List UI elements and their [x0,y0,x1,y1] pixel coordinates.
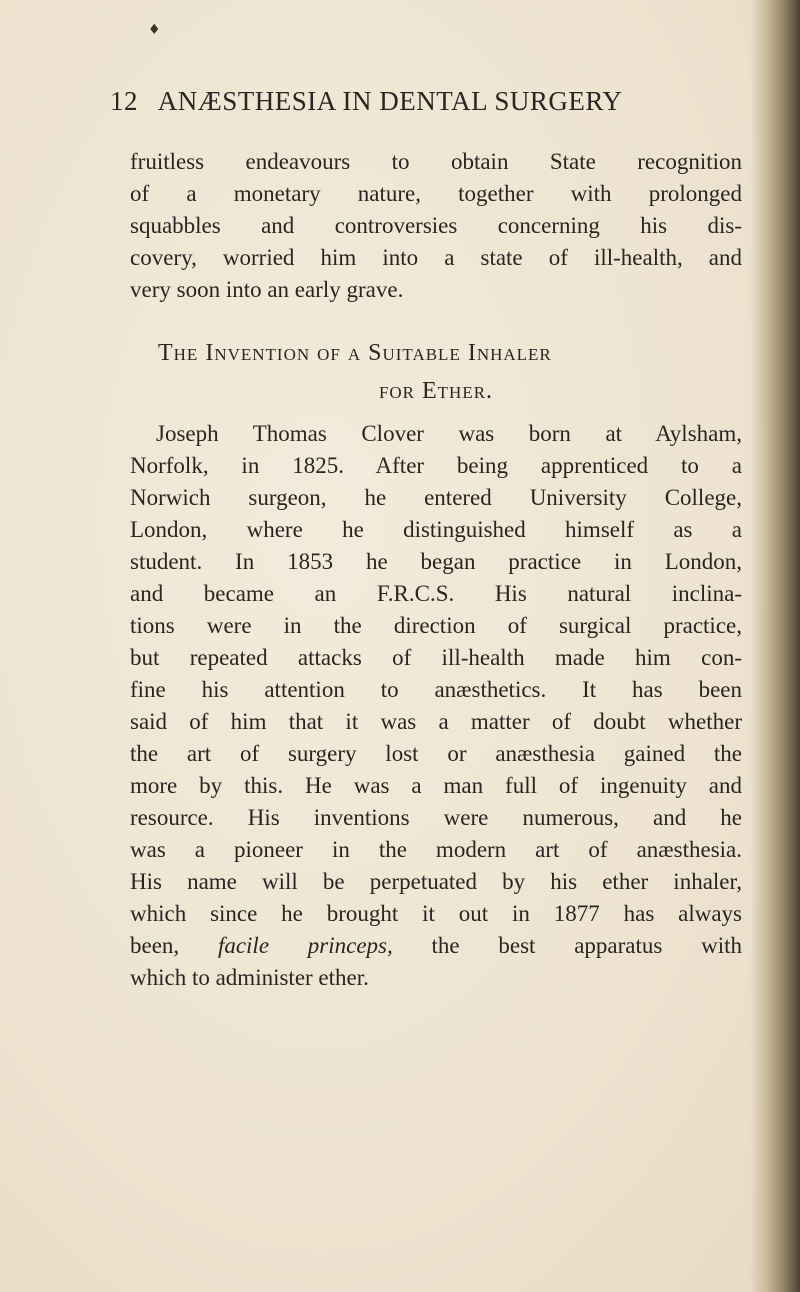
text-line [130,930,742,962]
text-span: been, [130,933,218,958]
text-line: but repeated attacks of ill-health made him con- [130,645,742,670]
text-line: which to administer ether. [130,965,369,990]
text-span: the best apparatus with [392,933,743,958]
paragraph-1 [130,146,742,306]
text-line: very soon into an early grave. [130,277,404,302]
text-line: of a monetary nature, together with prolonged [130,181,742,206]
text-line: resource. His inventions were numerous, and he [130,805,742,830]
paragraph-2 [130,418,742,994]
text-line: said of him that it was a matter of doubt whether [130,709,742,734]
text-line: Norfolk, in 1825. After being apprenticed to a [130,453,742,478]
text-line: more by this. He was a man full of ingenuity and [130,773,742,798]
italic-phrase: facile princeps, [217,933,393,958]
running-head-title: ANÆSTHESIA IN DENTAL SURGERY [157,86,623,116]
text-line: tions were in the direction of surgical practice, [130,613,742,638]
text-line: covery, worried him into a state of ill-health, and [130,245,742,270]
text-line: His name will be perpetuated by his ether inhaler, [130,869,742,894]
stray-print-mark: ♦ [148,22,161,38]
page-number: 12 [110,86,138,116]
text-line: Norwich surgeon, he entered University College, [130,485,742,510]
text-line: was a pioneer in the modern art of anæsthesia. [130,837,742,862]
text-line: student. In 1853 he began practice in London, [130,549,742,574]
text-line: London, where he distinguished himself as a [130,517,742,542]
text-line: and became an F.R.C.S. His natural inclina- [130,581,742,606]
section-heading-line-2: for Ether. [378,378,494,404]
text-line: fruitless endeavours to obtain State recognition [130,149,742,174]
text-line: which since he brought it out in 1877 has always [130,901,742,926]
text-line: Joseph Thomas Clover was born at Aylsham, [156,421,742,446]
section-heading-line-1: The Invention of a Suitable Inhaler [158,340,552,366]
running-head [110,86,750,117]
text-line: fine his attention to anæsthetics. It has been [130,677,742,702]
text-line: squabbles and controversies concerning his dis- [130,213,742,238]
text-line: the art of surgery lost or anæsthesia gained the [130,741,742,766]
page-gutter-shadow [750,0,800,1292]
